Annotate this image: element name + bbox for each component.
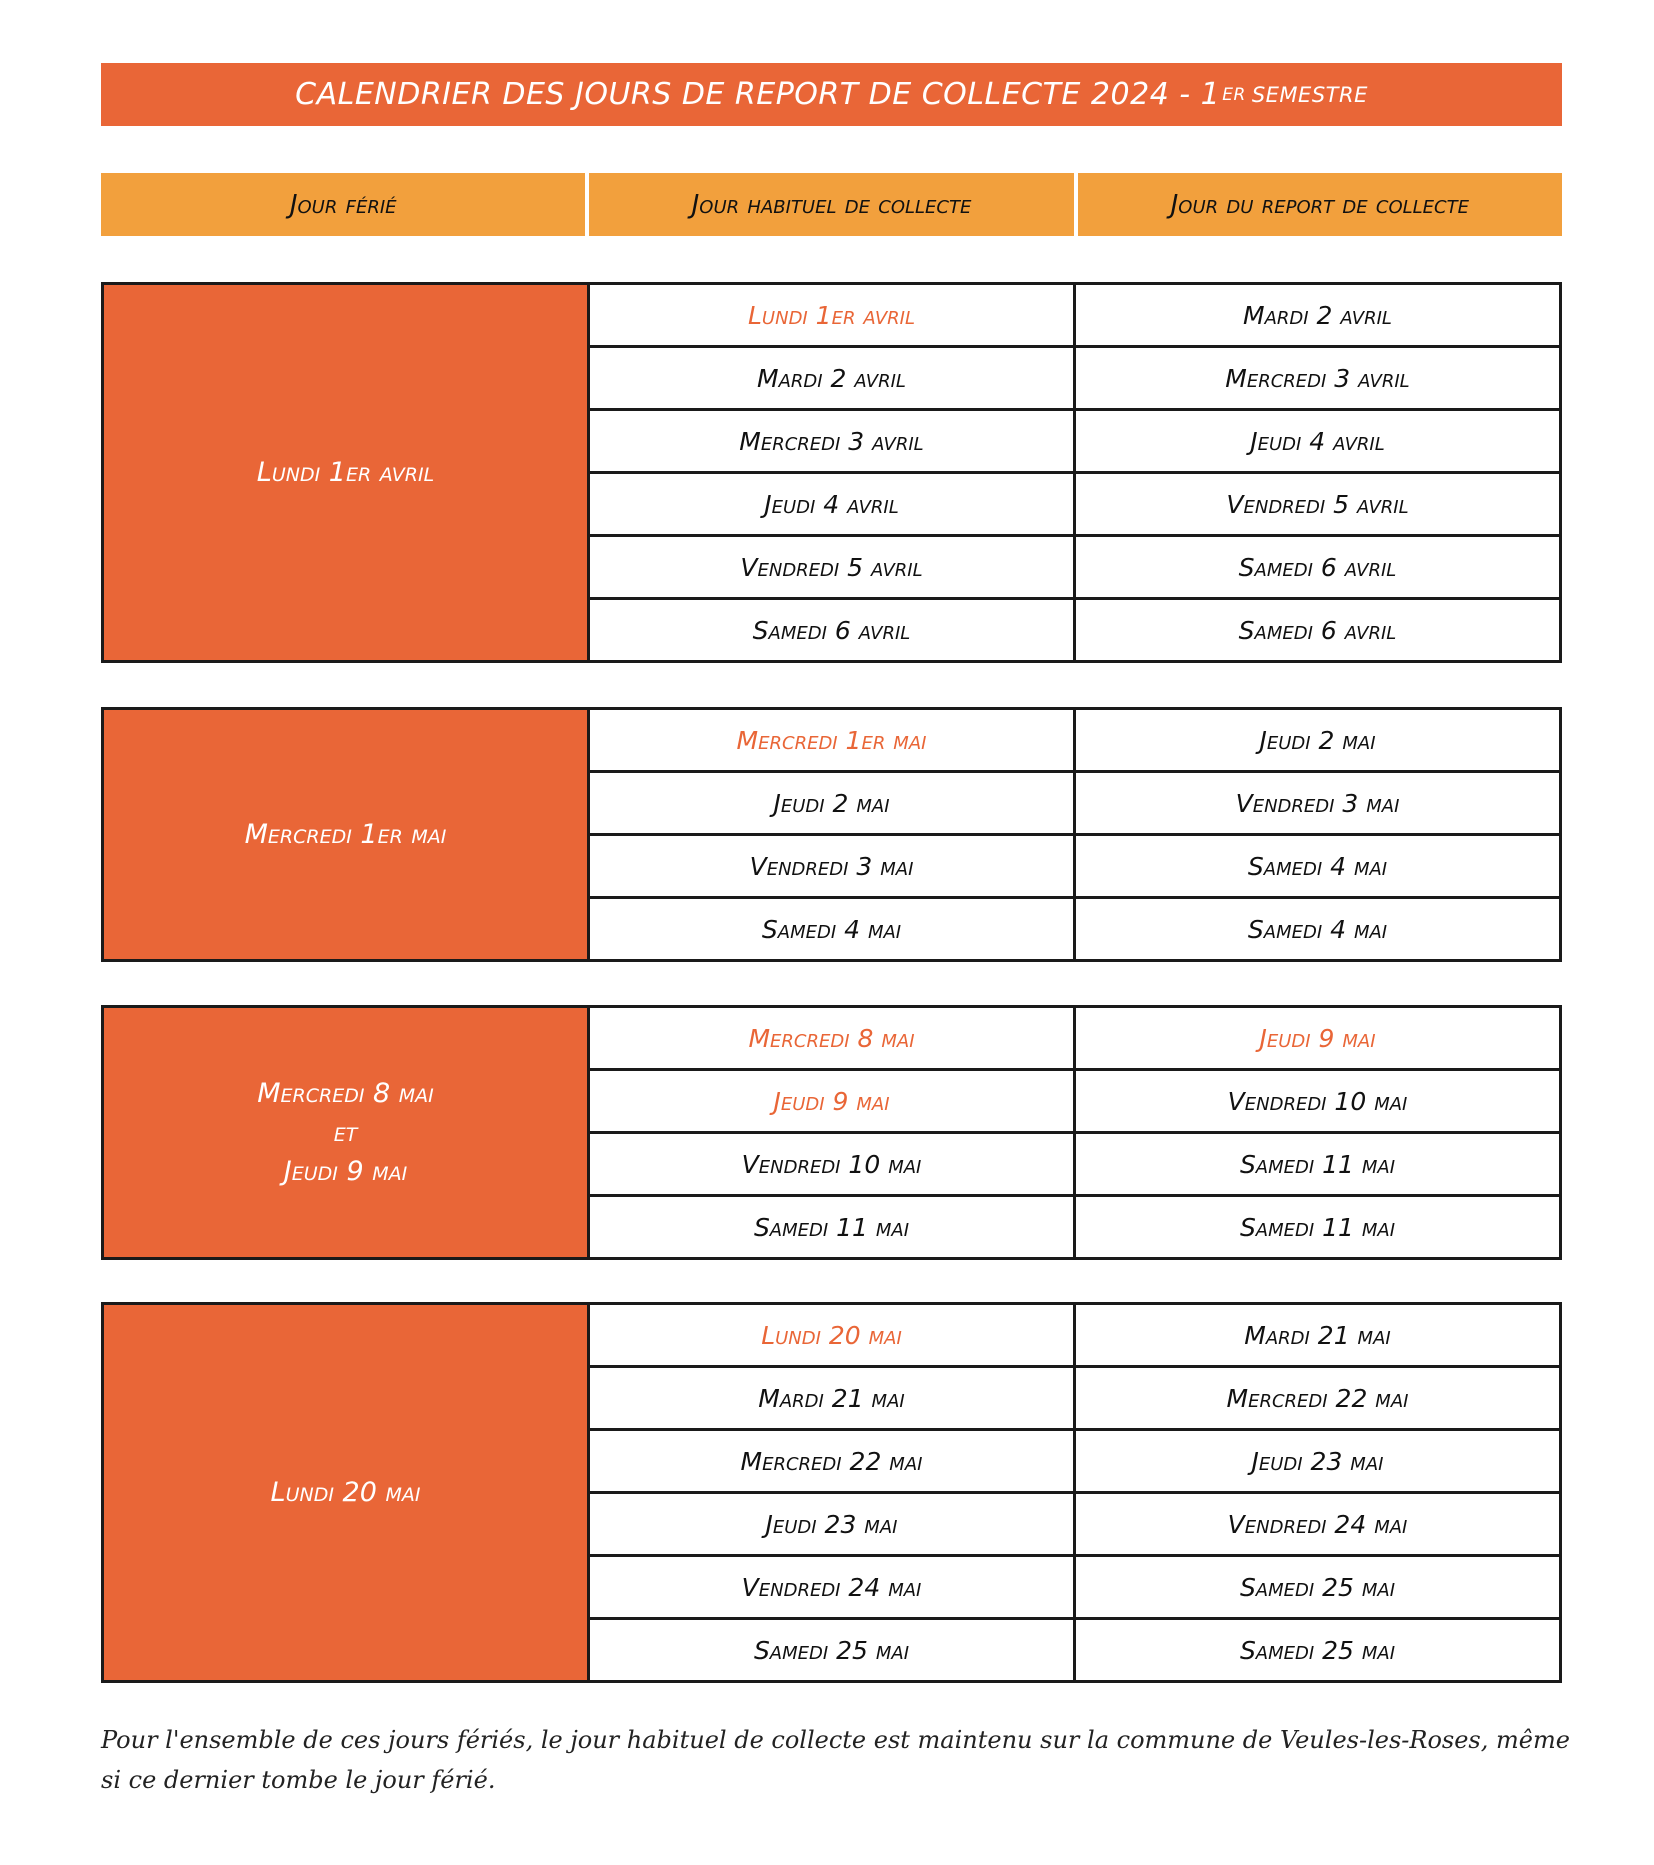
holiday-label: Lundi 20 mai xyxy=(270,1476,421,1508)
jour-habituel-cell: Samedi 11 mai xyxy=(753,1212,910,1242)
table-row xyxy=(590,1008,1559,1071)
jour-habituel-cell: Lundi 1er avril xyxy=(748,300,915,330)
table-row xyxy=(590,1431,1559,1494)
jour-report-cell: Samedi 11 mai xyxy=(1073,1197,1559,1257)
holiday-group xyxy=(101,282,1562,663)
jour-habituel-cell: Jeudi 9 mai xyxy=(773,1086,890,1116)
table-row xyxy=(590,773,1559,836)
jour-habituel-cell: Jeudi 4 avril xyxy=(764,489,899,519)
table-row xyxy=(590,1071,1559,1134)
jour-report-cell: Jeudi 9 mai xyxy=(1073,1008,1559,1068)
jour-report-cell: Jeudi 4 avril xyxy=(1073,411,1559,471)
jour-report-cell: Mercredi 22 mai xyxy=(1073,1368,1559,1428)
jour-report-cell: Jeudi 2 mai xyxy=(1073,710,1559,770)
jour-habituel-cell: Vendredi 10 mai xyxy=(741,1149,922,1179)
holiday-label: Jeudi 9 mai xyxy=(283,1156,408,1188)
jour-report-cell: Samedi 11 mai xyxy=(1073,1134,1559,1194)
jour-habituel-cell: Mardi 21 mai xyxy=(758,1383,905,1413)
table-row xyxy=(590,836,1559,899)
jour-habituel-cell: Vendredi 3 mai xyxy=(749,851,914,881)
jour-report-cell: Mardi 2 avril xyxy=(1073,285,1559,345)
jour-report-cell: Samedi 25 mai xyxy=(1073,1620,1559,1680)
column-header-jour-report: Jour du report de collecte xyxy=(1078,173,1562,236)
holiday-cell xyxy=(104,1008,590,1257)
jour-report-cell: Samedi 6 avril xyxy=(1073,537,1559,597)
jour-habituel-cell: Mercredi 22 mai xyxy=(740,1446,923,1476)
group-rows xyxy=(590,1305,1559,1680)
table-row xyxy=(590,1620,1559,1680)
footnote: Pour l'ensemble de ces jours fériés, le jour habituel de collecte est maintenu sur la commune de Veules-les-Roses, même si ce dernier tombe le jour férié. xyxy=(101,1726,1570,1794)
column-headers xyxy=(101,173,1562,236)
jour-habituel-cell: Mercredi 1er mai xyxy=(736,725,927,755)
table-row xyxy=(590,1557,1559,1620)
jour-habituel-cell: Vendredi 5 avril xyxy=(740,552,923,582)
jour-report-cell: Vendredi 5 avril xyxy=(1073,474,1559,534)
jour-habituel-cell: Jeudi 23 mai xyxy=(765,1509,898,1539)
holiday-group xyxy=(101,707,1562,962)
group-rows xyxy=(590,1008,1559,1257)
jour-report-cell: Vendredi 10 mai xyxy=(1073,1071,1559,1131)
table-row xyxy=(590,1305,1559,1368)
holiday-label: Mercredi 8 mai xyxy=(257,1077,434,1109)
holiday-cell xyxy=(104,1305,590,1680)
title-suffix: SEMESTRE xyxy=(1251,82,1368,107)
holiday-cell xyxy=(104,285,590,660)
jour-report-cell: Mardi 21 mai xyxy=(1073,1305,1559,1365)
holiday-cell xyxy=(104,710,590,959)
table-row xyxy=(590,411,1559,474)
table-row xyxy=(590,899,1559,959)
table-row xyxy=(590,600,1559,660)
jour-report-cell: Vendredi 3 mai xyxy=(1073,773,1559,833)
column-header-jour-ferie: Jour férié xyxy=(101,173,585,236)
jour-report-cell: Mercredi 3 avril xyxy=(1073,348,1559,408)
jour-habituel-cell: Vendredi 24 mai xyxy=(741,1572,922,1602)
table-row xyxy=(590,1134,1559,1197)
jour-report-cell: Samedi 4 mai xyxy=(1073,899,1559,959)
jour-habituel-cell: Mercredi 8 mai xyxy=(748,1023,915,1053)
table-row xyxy=(590,474,1559,537)
jour-report-cell: Jeudi 23 mai xyxy=(1073,1431,1559,1491)
jour-habituel-cell: Lundi 20 mai xyxy=(761,1320,902,1350)
table-row xyxy=(590,710,1559,773)
table-row xyxy=(590,285,1559,348)
jour-habituel-cell: Samedi 25 mai xyxy=(753,1635,910,1665)
group-rows xyxy=(590,285,1559,660)
holiday-label: Mercredi 1er mai xyxy=(244,818,447,850)
column-header-jour-habituel: Jour habituel de collecte xyxy=(589,173,1073,236)
jour-habituel-cell: Jeudi 2 mai xyxy=(773,788,890,818)
title-superscript: ER xyxy=(1222,84,1246,105)
jour-report-cell: Samedi 25 mai xyxy=(1073,1557,1559,1617)
jour-habituel-cell: Samedi 4 mai xyxy=(761,914,902,944)
jour-report-cell: Vendredi 24 mai xyxy=(1073,1494,1559,1554)
table-row xyxy=(590,1494,1559,1557)
jour-habituel-cell: Samedi 6 avril xyxy=(752,615,911,645)
jour-report-cell: Samedi 4 mai xyxy=(1073,836,1559,896)
table-row xyxy=(590,1368,1559,1431)
title-text: CALENDRIER DES JOURS DE REPORT DE COLLECTE 2024 - 1 xyxy=(295,77,1221,112)
jour-habituel-cell: Mardi 2 avril xyxy=(757,363,906,393)
holiday-label: et xyxy=(333,1116,358,1148)
holiday-label: Lundi 1er avril xyxy=(256,456,435,488)
table-row xyxy=(590,348,1559,411)
table-row xyxy=(590,537,1559,600)
jour-report-cell: Samedi 6 avril xyxy=(1073,600,1559,660)
group-rows xyxy=(590,710,1559,959)
table-row xyxy=(590,1197,1559,1257)
holiday-group xyxy=(101,1302,1562,1683)
holiday-group xyxy=(101,1005,1562,1260)
page-title xyxy=(101,63,1562,126)
jour-habituel-cell: Mercredi 3 avril xyxy=(739,426,924,456)
